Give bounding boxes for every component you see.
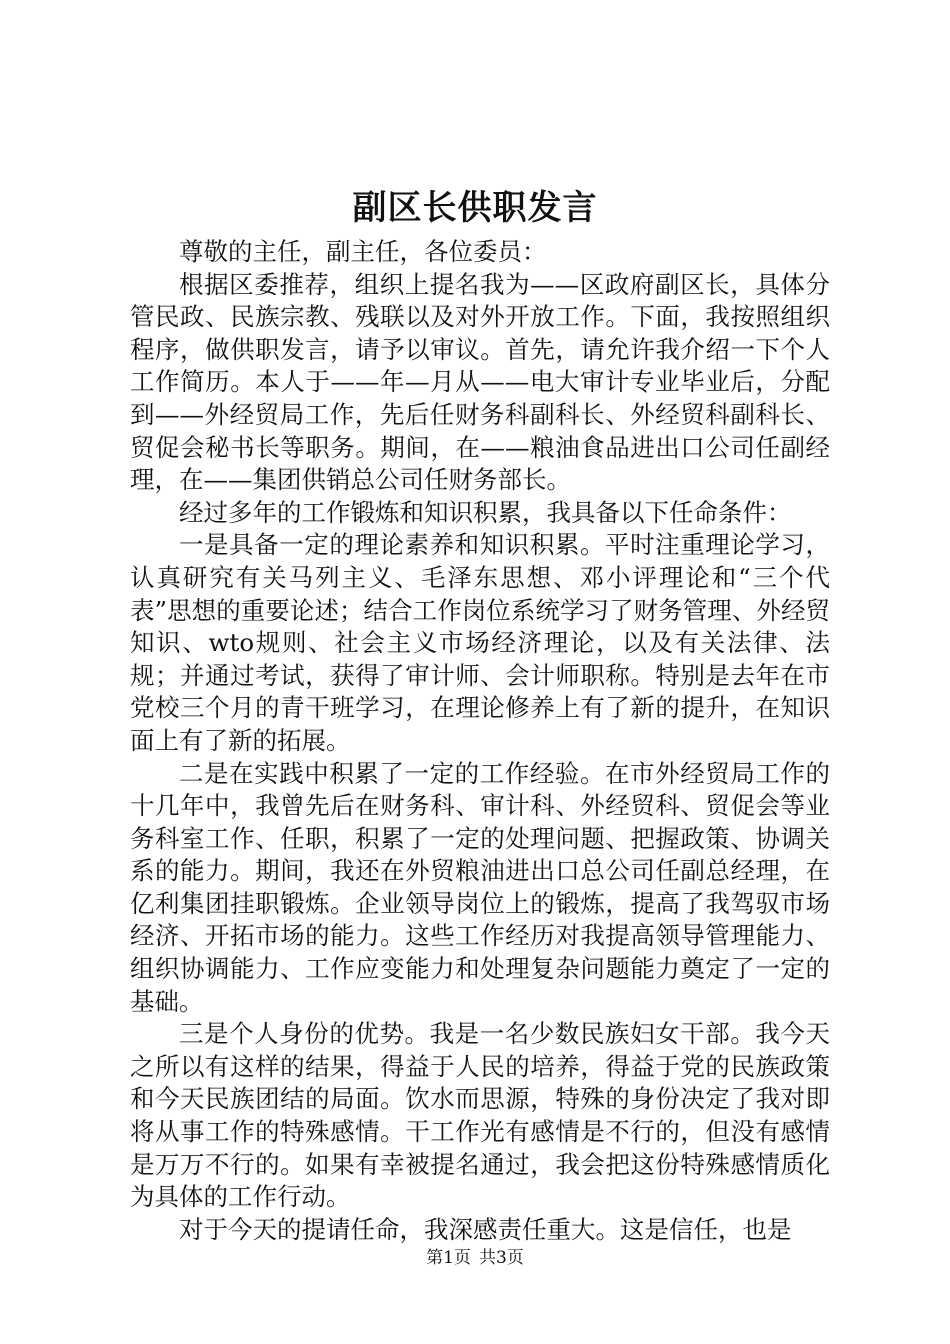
body-paragraph: 三是个人身份的优势。我是一名少数民族妇女干部。我今天之所以有这样的结果，得益于人民的培养，得益于党的民族政策和今天民族团结的局面。饮水而思源，特殊的身份决定了我对即将从事工作的特殊感情。干工作光有感情是不行的，但没有感情是万万不行的。如果有幸被提名通过，我会把这份特殊感情质化为具体的工作行动。 [130, 1019, 830, 1212]
page-number: 第1页 [426, 1248, 471, 1268]
body-paragraph: 对于今天的提请任命，我深感责任重大。这是信任，也是 [179, 1214, 792, 1244]
body-paragraph: 一是具备一定的理论素养和知识积累。平时注重理论学习，认真研究有关马列主义、毛泽东思想、邓小评理论和“三个代表”思想的重要论述；结合工作岗位系统学习了财务管理、外经贸知识、wto规则、社会主义市场经济理论，以及有关法律、法规；并通过考试，获得了审计师、会计师职称。特别是去年在市党校三个月的青干班学习，在理论修养上有了新的提升，在知识面上有了新的拓展。 [130, 530, 830, 755]
body-paragraph: 经过多年的工作锻炼和知识积累，我具备以下任命条件： [179, 497, 792, 527]
body-paragraph: 根据区委推荐，组织上提名我为——区政府副区长，具体分管民政、民族宗教、残联以及对外开放工作。下面，我按照组织程序，做供职发言，请予以审议。首先，请允许我介绍一下个人工作简历。本人于——年—月从——电大审计专业毕业后，分配到——外经贸局工作，先后任财务科副科长、外经贸科副科长、贸促会秘书长等职务。期间，在——粮油食品进出口公司任副经理，在——集团供销总公司任财务部长。 [130, 269, 830, 495]
document-title: 副区长供职发言 [352, 188, 598, 228]
body-paragraph: 二是在实践中积累了一定的工作经验。在市外经贸局工作的十几年中，我曾先后在财务科、审计科、外经贸科、贸促会等业务科室工作、任职，积累了一定的处理问题、把握政策、协调关系的能力。期间，我还在外贸粮油进出口总公司任副总经理，在亿利集团挂职锻炼。企业领导岗位上的锻炼，提高了我驾驭市场经济、开拓市场的能力。这些工作经历对我提高领导管理能力、组织协调能力、工作应变能力和处理复杂问题能力奠定了一定的基础。 [130, 758, 830, 1016]
document-body [130, 236, 830, 1246]
salutation-paragraph: 尊敬的主任，副主任，各位委员： [179, 237, 547, 266]
page-total: 共3页 [479, 1248, 524, 1268]
page-footer [0, 1246, 950, 1270]
